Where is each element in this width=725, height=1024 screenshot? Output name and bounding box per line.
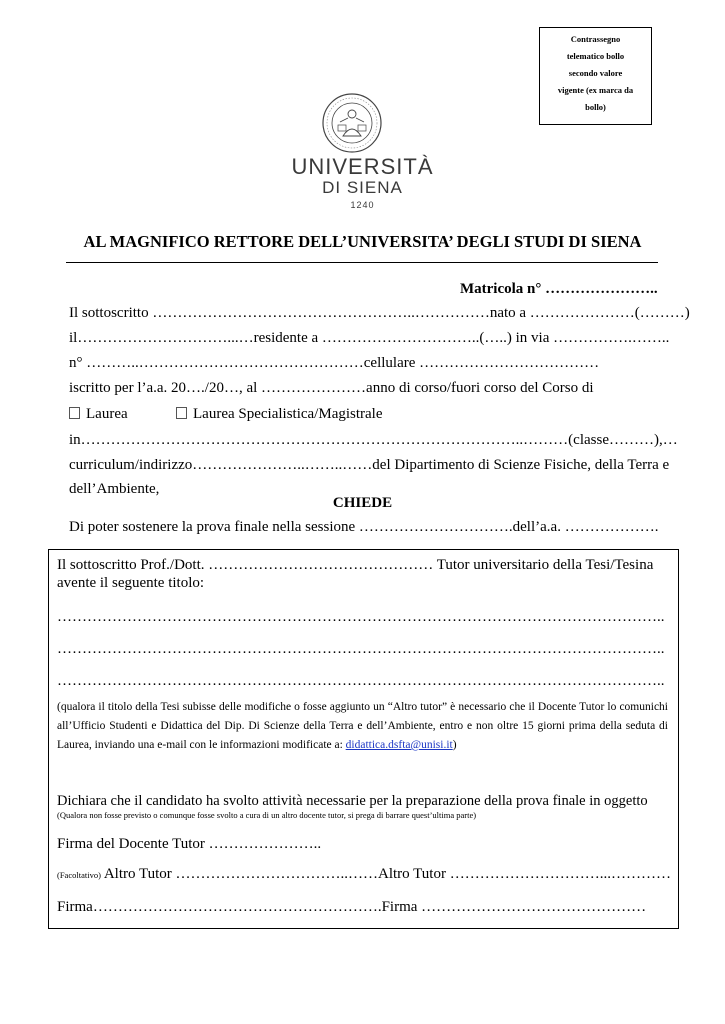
checkbox-specialistica[interactable] (176, 407, 187, 419)
option-laurea[interactable] (69, 406, 128, 423)
thesis-title-dots[interactable]: ………………………………………………………………………………………………………….. (57, 609, 665, 625)
thesis-title-dots[interactable]: ………………………………………………………………………………………………………….. (57, 673, 665, 689)
residence-line[interactable]: il…………………………...…residente a …………………………..(…..) in via …………….…….. (69, 330, 670, 346)
department-line: dell’Ambiente, (69, 481, 160, 497)
name-birth-line[interactable]: Il sottoscritto ……………………………………………..……………nato a …………………(………) (69, 305, 690, 321)
document-title: AL MAGNIFICO RETTORE DELL’UNIVERSITA’ DEGLI STUDI DI SIENA (83, 232, 642, 251)
email-link[interactable]: didattica.dsfta@unisi.it (345, 739, 453, 751)
declaration-text: Dichiara che il candidato ha svolto attività necessarie per la preparazione della prova finale in oggetto (57, 793, 648, 809)
signatures-line[interactable]: Firma………………………………………………….Firma ……………………………………… (57, 899, 647, 915)
session-request-line[interactable]: Di poter sostenere la prova finale nella sessione ………………………….dell’a.a. ………………. (69, 519, 659, 535)
modification-note (57, 698, 668, 755)
option-label: Laurea (86, 406, 128, 422)
stamp-text-line: secondo valore (568, 68, 623, 78)
tutor-name-line[interactable]: Il sottoscritto Prof./Dott. ……………………………………… Tutor universitario della Tesi/Tesina (57, 557, 654, 573)
note-text: (qualora il titolo della Tesi subisse delle modifiche o fosse aggiunto un “Altro tutor” è necessario che il Docente Tutor lo comunichi all’Ufficio Studenti e Didattica del Dip. Di Scienze della Terra e dell’Ambiente, entro e non oltre 15 giorni prima della seduta di Laurea, inviando una e-mail con le informazioni modificate a: (57, 701, 668, 751)
matricola-field[interactable]: Matricola n° ………………….. (460, 281, 658, 297)
tutor-signature-line[interactable]: Firma del Docente Tutor ………………….. (57, 836, 322, 852)
university-year: 1240 (350, 200, 375, 210)
thesis-title-dots[interactable]: ………………………………………………………………………………………………………….. (57, 641, 665, 657)
revenue-stamp-box (539, 27, 652, 125)
title-divider (66, 262, 658, 263)
curriculum-line[interactable]: curriculum/indirizzo…………………..……..……del Dipartimento di Scienze Fisiche, della Terra e (69, 457, 670, 473)
phone-line[interactable]: n° ………..………………………………………cellulare ……………………………… (69, 355, 600, 371)
note-end: ) (452, 739, 457, 751)
checkbox-laurea[interactable] (69, 407, 80, 419)
thesis-title-label: avente il seguente titolo: (57, 575, 205, 591)
course-line[interactable]: in……………………………………………………………………………..………(classe………),… (69, 432, 678, 448)
declaration-note: (Qualora non fosse previsto o comunque fosse svolto a cura di un altro docente tutor, si prega di barrare quest’ultima parte) (57, 810, 477, 820)
altro-tutor-line[interactable] (57, 866, 671, 883)
stamp-text-line: bollo) (585, 102, 606, 112)
stamp-text-line: telematico bollo (566, 51, 625, 61)
enrollment-line[interactable]: iscritto per l’a.a. 20…./20…, al …………………anno di corso/fuori corso del Corso di (69, 380, 594, 396)
stamp-text-line: Contrassegno (570, 34, 621, 44)
altro-tutor-fields[interactable]: Altro Tutor ……………………………..……Altro Tutor …………………………...………… (100, 866, 671, 882)
option-specialistica[interactable] (176, 406, 383, 423)
optional-label: (Facoltativo) (57, 870, 101, 880)
university-name: UNIVERSITÀ (291, 154, 434, 179)
option-label: Laurea Specialistica/Magistrale (193, 406, 383, 422)
stamp-text-line: vigente (ex marca da (557, 85, 634, 95)
university-city: DI SIENA (322, 178, 403, 197)
chiede-heading: CHIEDE (332, 495, 393, 511)
